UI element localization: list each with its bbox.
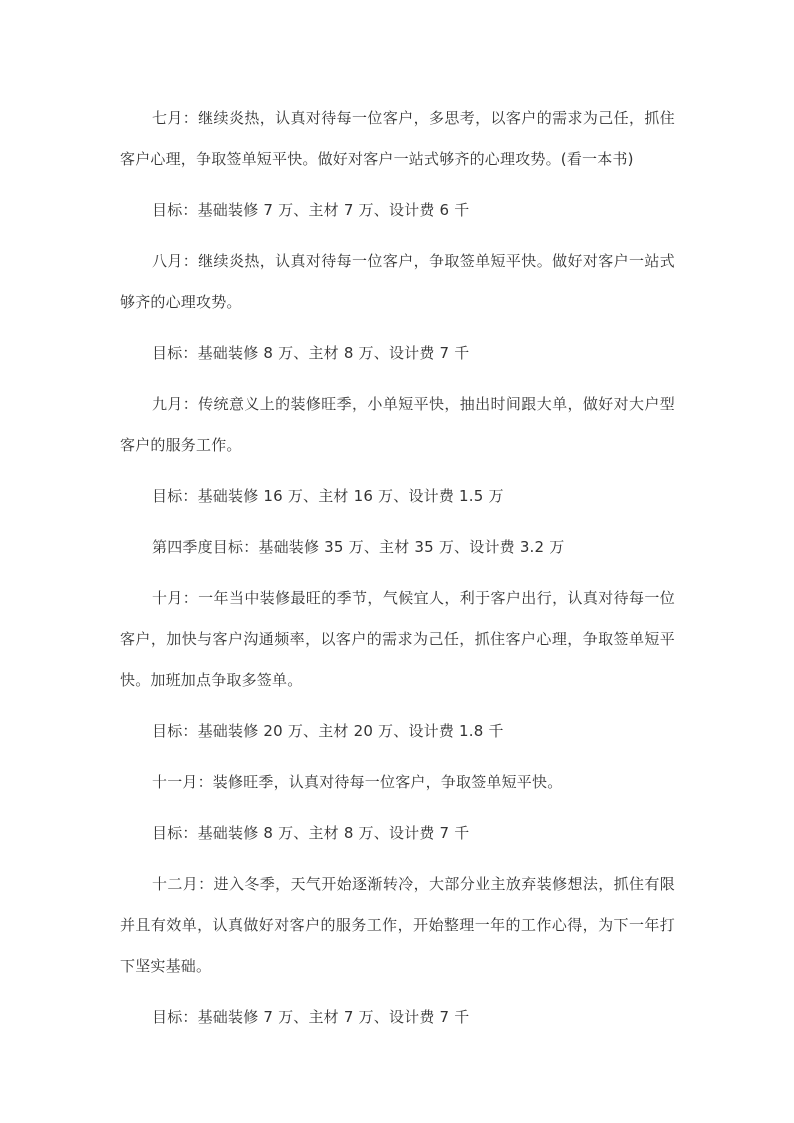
paragraph-november-target: 目标：基础装修 8 万、主材 8 万、设计费 7 千 — [152, 824, 470, 842]
document-body — [120, 98, 675, 1048]
paragraph-december-target: 目标：基础装修 7 万、主材 7 万、设计费 7 千 — [152, 1008, 470, 1026]
paragraph-july-target: 目标：基础装修 7 万、主材 7 万、设计费 6 千 — [152, 201, 470, 219]
paragraph-december: 十二月：进入冬季，天气开始逐渐转冷，大部分业主放弃装修想法，抓住有限并且有效单，认真做好对客户的服务工作，开始整理一年的工作心得，为下一年打下坚实基础。 — [120, 875, 675, 975]
paragraph-august-target: 目标：基础装修 8 万、主材 8 万、设计费 7 千 — [152, 344, 470, 362]
paragraph-q4-target: 第四季度目标：基础装修 35 万、主材 35 万、设计费 3.2 万 — [152, 538, 565, 556]
paragraph-august: 八月：继续炎热，认真对待每一位客户，争取签单短平快。做好对客户一站式够齐的心理攻势。 — [120, 252, 675, 311]
paragraph-july: 七月：继续炎热，认真对待每一位客户，多思考，以客户的需求为己任，抓住客户心理，争取签单短平快。做好对客户一站式够齐的心理攻势。(看一本书) — [120, 109, 675, 168]
paragraph-october-target: 目标：基础装修 20 万、主材 20 万、设计费 1.8 千 — [152, 722, 504, 740]
paragraph-september: 九月：传统意义上的装修旺季，小单短平快，抽出时间跟大单，做好对大户型客户的服务工作。 — [120, 395, 675, 454]
paragraph-september-target: 目标：基础装修 16 万、主材 16 万、设计费 1.5 万 — [152, 487, 504, 505]
paragraph-november: 十一月：装修旺季，认真对待每一位客户，争取签单短平快。 — [152, 773, 563, 791]
paragraph-october: 十月：一年当中装修最旺的季节，气候宜人，利于客户出行，认真对待每一位客户，加快与客户沟通频率，以客户的需求为己任，抓住客户心理，争取签单短平快。加班加点争取多签单。 — [120, 589, 675, 689]
